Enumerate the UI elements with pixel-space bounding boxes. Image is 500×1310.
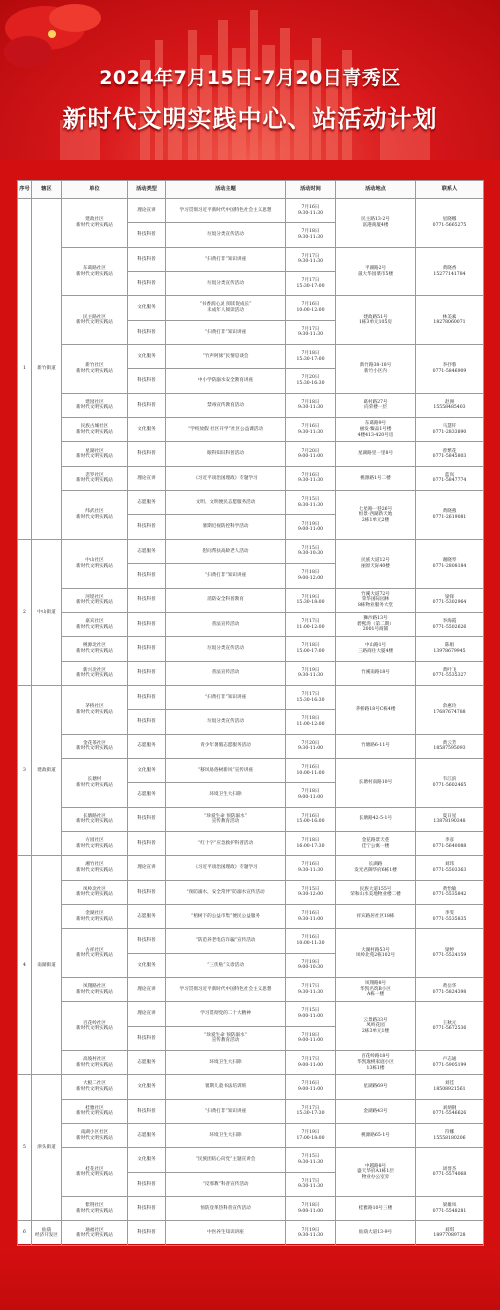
activity-time-cell: 7月17日 9:30-11:30 bbox=[286, 1172, 336, 1196]
activity-theme-cell: 《习近平谈治国理政》专题学习 bbox=[166, 856, 286, 880]
activity-time-cell: 7月18日 9:00-11:00 bbox=[286, 1197, 336, 1221]
table-row bbox=[18, 807, 484, 831]
activity-time-cell: 7月18日 15:30-17:00 bbox=[286, 345, 336, 369]
activity-theme-cell: 消防安全科普教育 bbox=[166, 588, 286, 612]
unit-cell: 嘉宾社区 新时代文明实践站 bbox=[62, 612, 128, 636]
activity-theme-cell: “三伏贴”义诊活动 bbox=[166, 953, 286, 977]
activity-type-cell: 科技科普 bbox=[128, 710, 166, 734]
activity-type-cell: 志愿服务 bbox=[128, 783, 166, 807]
activity-time-cell: 7月15日 9:30-12:00 bbox=[286, 880, 336, 904]
table-header-row bbox=[18, 181, 484, 199]
unit-cell: 中山社区 新时代文明实践站 bbox=[62, 539, 128, 588]
activity-theme-cell: 普法宣传活动 bbox=[166, 661, 286, 685]
table-row bbox=[18, 393, 484, 417]
table-row bbox=[18, 880, 484, 904]
activity-theme-cell: “预防溺水，安全常伴”防溺水宣传活动 bbox=[166, 880, 286, 904]
table-row bbox=[18, 929, 484, 953]
activity-time-cell: 7月16日 9:30-11:30 bbox=[286, 856, 336, 880]
contact-cell: 星晓娜 0771-5665275 bbox=[416, 199, 484, 248]
activity-place-cell: 狮沙路13号 碧熙湾（第二期） 2001号商铺 bbox=[336, 612, 416, 636]
activity-table bbox=[17, 180, 484, 1246]
activity-place-cell: 茅桥路18号C栋4楼 bbox=[336, 685, 416, 734]
unit-cell: 桂花社区 新时代文明实践站 bbox=[62, 1148, 128, 1197]
row-index-cell: 5 bbox=[18, 1075, 32, 1221]
contact-cell: 黄怡敏 0771-5535842 bbox=[416, 880, 484, 904]
activity-type-cell: 科技科普 bbox=[128, 272, 166, 296]
row-index-cell: 6 bbox=[18, 1221, 32, 1245]
activity-time-cell: 7月18日 9:00-12:00 bbox=[286, 564, 336, 588]
column-header: 活动时间 bbox=[286, 181, 336, 199]
table-row bbox=[18, 1197, 484, 1221]
activity-theme-cell: “反邪教”科普宣传活动 bbox=[166, 1172, 286, 1196]
contact-cell: 梁锋 0771-5302964 bbox=[416, 588, 484, 612]
contact-cell: 黄岳华 0771-5824398 bbox=[416, 978, 484, 1002]
activity-place-cell: 桂雅路10号三楼 bbox=[336, 1197, 416, 1221]
contact-cell: 王秋元 0771-5672536 bbox=[416, 1002, 484, 1051]
unit-cell: 建园社区 新时代文明实践站 bbox=[62, 393, 128, 417]
district-cell: 中山街道 bbox=[32, 539, 62, 685]
activity-type-cell: 志愿服务 bbox=[128, 1124, 166, 1148]
activity-type-cell: 科技科普 bbox=[128, 1221, 166, 1245]
contact-cell: 李海霞 0771-5502626 bbox=[416, 612, 484, 636]
activity-theme-cell: 环境卫生大扫除 bbox=[166, 1124, 286, 1148]
footer-band bbox=[0, 1250, 500, 1310]
activity-time-cell: 7月17日 9:30-11:30 bbox=[286, 978, 336, 1002]
activity-time-cell: 7月16日 10:00-11:00 bbox=[286, 758, 336, 782]
table-row bbox=[18, 442, 484, 466]
contact-cell: 谢晓琴 0771-2808184 bbox=[416, 539, 484, 588]
activity-place-cell: 长塘路42-5-1号 bbox=[336, 807, 416, 831]
unit-cell: 民族古城社区 新时代文明实践站 bbox=[62, 418, 128, 442]
activity-place-cell: 竹溪南路18号 bbox=[336, 661, 416, 685]
activity-time-cell: 7月19日 17:00-18:00 bbox=[286, 1124, 336, 1148]
page-title-line1: 2024年7月15日-7月20日青秀区 bbox=[99, 67, 401, 89]
activity-type-cell: 文化服务 bbox=[128, 953, 166, 977]
activity-theme-cell: 垃圾分类宣传活动 bbox=[166, 637, 286, 661]
unit-cell: 星湖社区 新时代文明实践站 bbox=[62, 442, 128, 466]
activity-time-cell: 7月18日 16:00-17:30 bbox=[286, 831, 336, 855]
contact-cell: 符娜 15558180206 bbox=[416, 1124, 484, 1148]
page-title-line2: 新时代文明实践中心、站活动计划 bbox=[62, 105, 438, 133]
activity-type-cell: 文化服务 bbox=[128, 758, 166, 782]
unit-cell: 东葛路社区 新时代文明实践站 bbox=[62, 247, 128, 296]
activity-place-cell: 中越路8号 盛天华府A1栋1层 物业办公室旁 bbox=[336, 1148, 416, 1197]
activity-theme-cell: 学习贯彻党的二十大精神 bbox=[166, 1002, 286, 1026]
activity-theme-cell: 垃圾分类宣传活动 bbox=[166, 223, 286, 247]
district-cell: 新竹街道 bbox=[32, 199, 62, 540]
unit-cell: 凤岭北社区 新时代文明实践站 bbox=[62, 880, 128, 904]
column-header: 活动主题 bbox=[166, 181, 286, 199]
column-header: 单位 bbox=[62, 181, 128, 199]
table-row bbox=[18, 466, 484, 490]
contact-cell: 梁婷 0771-5524159 bbox=[416, 929, 484, 978]
activity-time-cell: 7月16日 15:00-16:00 bbox=[286, 807, 336, 831]
activity-place-cell: 民族大道155号 荣和山水美地物业楼二楼 bbox=[336, 880, 416, 904]
column-header: 序号 bbox=[18, 181, 32, 199]
activity-time-cell: 7月20日 9:30-11:00 bbox=[286, 734, 336, 758]
activity-theme-cell: “防范养老电信诈骗”宣传活动 bbox=[166, 929, 286, 953]
plan-sheet bbox=[17, 180, 483, 1244]
activity-place-cell: 民族大道12号 丽原天际40楼 bbox=[336, 539, 416, 588]
column-header: 辖区 bbox=[32, 181, 62, 199]
activity-type-cell: 科技科普 bbox=[128, 612, 166, 636]
header-banner bbox=[0, 0, 500, 160]
activity-place-cell: 平湖路2号 晟大华园菜市5楼 bbox=[336, 247, 416, 296]
contact-cell: 黄晓燕 0771-2619081 bbox=[416, 491, 484, 540]
unit-cell: 高坡村社区 新时代文明实践站 bbox=[62, 1051, 128, 1075]
activity-time-cell: 7月15日 9:30-10:30 bbox=[286, 539, 336, 563]
activity-time-cell: 7月17日 9:30-11:30 bbox=[286, 247, 336, 271]
unit-cell: 河堤社区 新时代文明实践站 bbox=[62, 588, 128, 612]
activity-type-cell: 科技科普 bbox=[128, 685, 166, 709]
unit-cell: 新竹社区 新时代文明实践站 bbox=[62, 345, 128, 394]
activity-place-cell: 桃源路1号二楼 bbox=[336, 466, 416, 490]
activity-time-cell: 7月17日 9:30-11:30 bbox=[286, 320, 336, 344]
activity-place-cell: 竹溪大道72号 荣华国际园林 8栋物业服务大堂 bbox=[336, 588, 416, 612]
activity-time-cell: 7月19日 9:30-11:30 bbox=[286, 661, 336, 685]
unit-cell: 金花茶社区 新时代文明实践站 bbox=[62, 734, 128, 758]
unit-cell: 悲罗社区 新时代文明实践站 bbox=[62, 466, 128, 490]
activity-time-cell: 7月19日 15:30-18:00 bbox=[286, 588, 336, 612]
activity-type-cell: 文化服务 bbox=[128, 1075, 166, 1099]
contact-cell: 梁雄凤 0771-5548281 bbox=[416, 1197, 484, 1221]
activity-theme-cell: “扫黄打非”知识讲座 bbox=[166, 1099, 286, 1123]
contact-cell: 李雯 0771-5535835 bbox=[416, 904, 484, 928]
activity-place-cell: 建政路51号 1栋3单元105房 bbox=[336, 296, 416, 345]
activity-type-cell: 志愿服务 bbox=[128, 904, 166, 928]
activity-place-cell: 长塘村南路10号 bbox=[336, 758, 416, 807]
table-row bbox=[18, 856, 484, 880]
activity-place-cell: 七星路一巷26号 恒景·西湖新天地 2栋1单元2楼 bbox=[336, 491, 416, 540]
column-header: 联系人 bbox=[416, 181, 484, 199]
table-row bbox=[18, 661, 484, 685]
activity-time-cell: 7月16日 9:30-11:00 bbox=[286, 904, 336, 928]
activity-type-cell: 科技科普 bbox=[128, 1099, 166, 1123]
table-row bbox=[18, 1124, 484, 1148]
contact-cell: 赵洲 15558485403 bbox=[416, 393, 484, 417]
activity-theme-cell: 暑期儿童书法培训班 bbox=[166, 1075, 286, 1099]
activity-place-cell: 大湖村路53号 凤岭北苑2栋102号 bbox=[336, 929, 416, 978]
activity-time-cell: 7月17日 15:30-17:30 bbox=[286, 1099, 336, 1123]
contact-cell: 韦江滨 0771-5602465 bbox=[416, 758, 484, 807]
activity-type-cell: 科技科普 bbox=[128, 807, 166, 831]
table-row bbox=[18, 758, 484, 782]
activity-theme-cell: “移风易俗树新风”宣传讲座 bbox=[166, 758, 286, 782]
table-row bbox=[18, 296, 484, 320]
table-row bbox=[18, 1002, 484, 1026]
activity-place-cell: 星湖路69号 bbox=[336, 1075, 416, 1099]
activity-type-cell: 科技科普 bbox=[128, 442, 166, 466]
activity-theme-cell: “梧树下的公益市集”便民公益服务 bbox=[166, 904, 286, 928]
district-cell: 仙葫 经济开发区 bbox=[32, 1221, 62, 1245]
contact-cell: 闭誉杰 0771-5574068 bbox=[416, 1148, 484, 1197]
row-index-cell: 2 bbox=[18, 539, 32, 685]
activity-theme-cell: 禁毒宣传教育活动 bbox=[166, 393, 286, 417]
contact-cell: 林美素 18278060071 bbox=[416, 296, 484, 345]
activity-theme-cell: 眼科知识科普活动 bbox=[166, 442, 286, 466]
activity-type-cell: 志愿服务 bbox=[128, 539, 166, 563]
unit-cell: 民主路社区 新时代文明实践站 bbox=[62, 296, 128, 345]
activity-type-cell: 理论宣讲 bbox=[128, 1002, 166, 1026]
table-row bbox=[18, 978, 484, 1002]
contact-cell: 李彦 0771-5640088 bbox=[416, 831, 484, 855]
activity-theme-cell: 环境卫生大扫除 bbox=[166, 783, 286, 807]
activity-theme-cell: “珍爱生命 预防溺水” 宣传教育活动 bbox=[166, 807, 286, 831]
activity-place-cell: 桃源路65-1号 bbox=[336, 1124, 416, 1148]
activity-type-cell: 科技科普 bbox=[128, 637, 166, 661]
district-cell: 建政街道 bbox=[32, 685, 62, 855]
activity-place-cell: 凤翔路8号 华凯名筑B小区 A栋一楼 bbox=[336, 978, 416, 1002]
activity-theme-cell: “学校放假 社区开学”社区公益课活动 bbox=[166, 418, 286, 442]
activity-time-cell: 7月19日 9:30-11:30 bbox=[286, 1221, 336, 1245]
column-header: 活动地点 bbox=[336, 181, 416, 199]
row-index-cell: 3 bbox=[18, 685, 32, 855]
table-row bbox=[18, 1099, 484, 1123]
table-row bbox=[18, 539, 484, 563]
activity-time-cell: 7月16日 10:00-11:30 bbox=[286, 929, 336, 953]
unit-cell: 纬武社区 新时代文明实践站 bbox=[62, 491, 128, 540]
activity-theme-cell: 暑期近视防控科学活动 bbox=[166, 515, 286, 539]
contact-cell: 余惠玲 17687674788 bbox=[416, 685, 484, 734]
activity-type-cell: 理论宣讲 bbox=[128, 856, 166, 880]
contact-cell: 李抒蓉 0771-5846909 bbox=[416, 345, 484, 394]
activity-place-cell: 金花路景天巷 佳宁公寓一楼 bbox=[336, 831, 416, 855]
activity-type-cell: 科技科普 bbox=[128, 929, 166, 953]
contact-cell: 曾繁花 0771-5845803 bbox=[416, 442, 484, 466]
unit-cell: 桂雅社区 新时代文明实践站 bbox=[62, 1099, 128, 1123]
contact-cell: 夏日星 13878190348 bbox=[416, 807, 484, 831]
unit-cell: 新兴北社区 新时代文明实践站 bbox=[62, 661, 128, 685]
table-row bbox=[18, 345, 484, 369]
activity-theme-cell: “扫黄打非”知识讲座 bbox=[166, 247, 286, 271]
contact-cell: 刘炳钢 0771-5546626 bbox=[416, 1099, 484, 1123]
activity-type-cell: 科技科普 bbox=[128, 661, 166, 685]
unit-cell: 南湖小区社区 新时代文明实践站 bbox=[62, 1124, 128, 1148]
unit-cell: 凤翔路社区 新时代文明实践站 bbox=[62, 978, 128, 1002]
contact-cell: 陈娟 13978679945 bbox=[416, 637, 484, 661]
activity-type-cell: 文化服务 bbox=[128, 296, 166, 320]
activity-theme-cell: “扫黄打非”知识讲座 bbox=[166, 320, 286, 344]
column-header: 活动类型 bbox=[128, 181, 166, 199]
table-row bbox=[18, 588, 484, 612]
activity-type-cell: 科技科普 bbox=[128, 880, 166, 904]
activity-type-cell: 理论宣讲 bbox=[128, 199, 166, 223]
activity-place-cell: 云景路33号 凤岭花园 2栋3单元1楼 bbox=[336, 1002, 416, 1051]
activity-type-cell: 志愿服务 bbox=[128, 734, 166, 758]
activity-type-cell: 科技科普 bbox=[128, 515, 166, 539]
activity-time-cell: 7月17日 15:30-17:00 bbox=[286, 272, 336, 296]
unit-cell: 茅桥社区 新时代文明实践站 bbox=[62, 685, 128, 734]
unit-cell: 通福社区 新时代文明实践站 bbox=[62, 1221, 128, 1245]
activity-theme-cell: 《习近平谈治国理政》专题学习 bbox=[166, 466, 286, 490]
activity-type-cell: 文化服务 bbox=[128, 1148, 166, 1172]
table-row bbox=[18, 199, 484, 223]
activity-theme-cell: 学习贯彻习近平新时代中国特色社会主义思想 bbox=[166, 978, 286, 1002]
activity-theme-cell: “民族团结心向党”主题宣讲会 bbox=[166, 1148, 286, 1172]
activity-time-cell: 7月18日 9:30-11:30 bbox=[286, 223, 336, 247]
activity-time-cell: 7月18日 9:30-11:30 bbox=[286, 393, 336, 417]
table-row bbox=[18, 685, 484, 709]
contact-cell: 黄晓香 15277141784 bbox=[416, 247, 484, 296]
contact-cell: 刘玮 0771-5503363 bbox=[416, 856, 484, 880]
contact-cell: 蓝岚 0771-5847774 bbox=[416, 466, 484, 490]
activity-time-cell: 7月18日 9:00-11:00 bbox=[286, 783, 336, 807]
activity-theme-cell: 中小学防溺水安全教育讲座 bbox=[166, 369, 286, 393]
table-row bbox=[18, 612, 484, 636]
unit-cell: 长塘村 新时代文明实践站 bbox=[62, 758, 128, 807]
activity-type-cell: 理论宣讲 bbox=[128, 978, 166, 1002]
activity-place-cell: 长湖路 发光君御华府6栋1楼 bbox=[336, 856, 416, 880]
activity-time-cell: 7月16日 9:00-11:00 bbox=[286, 1075, 336, 1099]
activity-type-cell: 科技科普 bbox=[128, 1197, 166, 1221]
activity-time-cell: 7月18日 15:00-17:00 bbox=[286, 637, 336, 661]
unit-cell: 桃源北社区 新时代文明实践站 bbox=[62, 637, 128, 661]
activity-theme-cell: 文明、文明便民志愿服务活动 bbox=[166, 491, 286, 515]
contact-cell: 卢志通 0771-5905199 bbox=[416, 1051, 484, 1075]
activity-time-cell: 7月17日 9:00-11:00 bbox=[286, 1051, 336, 1075]
activity-theme-cell: “扫黄打非”知识讲座 bbox=[166, 564, 286, 588]
table-row bbox=[18, 637, 484, 661]
unit-cell: 古祥社区 新时代文明实践站 bbox=[62, 929, 128, 978]
district-cell: 津头街道 bbox=[32, 1075, 62, 1221]
activity-theme-cell: 青少年暑假志愿服务活动 bbox=[166, 734, 286, 758]
activity-time-cell: 7月19日 9:00-11:00 bbox=[286, 515, 336, 539]
table-row bbox=[18, 734, 484, 758]
activity-time-cell: 7月18日 11:00-12:00 bbox=[286, 710, 336, 734]
activity-time-cell: 7月15日 8:30-11:30 bbox=[286, 491, 336, 515]
table-row bbox=[18, 418, 484, 442]
activity-time-cell: 7月16日 9:30-11:30 bbox=[286, 418, 336, 442]
activity-type-cell: 科技科普 bbox=[128, 1026, 166, 1050]
table-row bbox=[18, 904, 484, 928]
unit-cell: 金湖社区 新时代文明实践站 bbox=[62, 904, 128, 928]
activity-type-cell: 科技科普 bbox=[128, 247, 166, 271]
unit-cell: 大板二社区 新时代文明实践站 bbox=[62, 1075, 128, 1099]
activity-place-cell: 东葛路9号 丽发·臻品1号楼 4楼413-420号房 bbox=[336, 418, 416, 442]
table-row bbox=[18, 491, 484, 515]
activity-time-cell: 7月17日 15:30-16:30 bbox=[286, 685, 336, 709]
activity-place-cell: 仙葫大道13-9号 bbox=[336, 1221, 416, 1245]
activity-theme-cell: “珍爱生命 预防溺水” 宣传教育活动 bbox=[166, 1026, 286, 1050]
activity-time-cell: 7月16日 10:00-12:00 bbox=[286, 296, 336, 320]
activity-time-cell: 7月16日 9:30-11:30 bbox=[286, 466, 336, 490]
unit-cell: 建政社区 新时代文明实践站 bbox=[62, 199, 128, 248]
activity-place-cell: 民主路13-2号 富港商厦4楼 bbox=[336, 199, 416, 248]
table-row bbox=[18, 1051, 484, 1075]
activity-type-cell: 科技科普 bbox=[128, 588, 166, 612]
contact-cell: 刘佳 18508921561 bbox=[416, 1075, 484, 1099]
district-cell: 南湖街道 bbox=[32, 856, 62, 1075]
activity-type-cell: 科技科普 bbox=[128, 564, 166, 588]
table-row bbox=[18, 1148, 484, 1172]
activity-type-cell: 科技科普 bbox=[128, 320, 166, 344]
unit-cell: 长塘路社区 新时代文明实践站 bbox=[62, 807, 128, 831]
table-row bbox=[18, 1221, 484, 1245]
activity-time-cell: 7月18日 9:00-11:00 bbox=[286, 1026, 336, 1050]
table-row bbox=[18, 1075, 484, 1099]
activity-theme-cell: 垃圾分类宣传活动 bbox=[166, 710, 286, 734]
activity-type-cell: 志愿服务 bbox=[128, 491, 166, 515]
activity-theme-cell: 垃圾分类宣传活动 bbox=[166, 272, 286, 296]
contact-cell: 黄云芳 18587595093 bbox=[416, 734, 484, 758]
activity-place-cell: 中山路1号 三路商住大厦4楼 bbox=[336, 637, 416, 661]
activity-type-cell: 科技科普 bbox=[128, 223, 166, 247]
activity-time-cell: 7月15日 9:00-11:00 bbox=[286, 1002, 336, 1026]
activity-type-cell: 志愿服务 bbox=[128, 1051, 166, 1075]
activity-theme-cell: “竹声阿俅”民情恳谈会 bbox=[166, 345, 286, 369]
activity-theme-cell: 中医养生知识讲座 bbox=[166, 1221, 286, 1245]
unit-cell: 湘竹社区 新时代文明实践站 bbox=[62, 856, 128, 880]
activity-place-cell: 祥宾路居社区18栋 bbox=[336, 904, 416, 928]
activity-theme-cell: 普法宣传活动 bbox=[166, 612, 286, 636]
table-row bbox=[18, 247, 484, 271]
activity-place-cell: 百花岭路18号 华凯逸桃家庭小区 13栋1楼 bbox=[336, 1051, 416, 1075]
activity-theme-cell: “书香润心灵 阅读促成长” 未成年人阅读活动 bbox=[166, 296, 286, 320]
activity-theme-cell: 预防登革热科普宣传活动 bbox=[166, 1197, 286, 1221]
activity-time-cell: 7月15日 9:30-11:30 bbox=[286, 1148, 336, 1172]
activity-type-cell: 科技科普 bbox=[128, 393, 166, 417]
activity-type-cell: 文化服务 bbox=[128, 345, 166, 369]
unit-cell: 方园社区 新时代文明实践站 bbox=[62, 831, 128, 855]
activity-time-cell: 7月20日 15:30-16:30 bbox=[286, 369, 336, 393]
activity-time-cell: 7月20日 9:00-11:00 bbox=[286, 442, 336, 466]
contact-cell: 刘琪 18977089728 bbox=[416, 1221, 484, 1245]
activity-theme-cell: “扫黄打非”知识讲座 bbox=[166, 685, 286, 709]
contact-cell: 马慧钎 0771-2833890 bbox=[416, 418, 484, 442]
activity-place-cell: 星湖路里一里8号 bbox=[336, 442, 416, 466]
activity-theme-cell: “红十字”应急救护科普活动 bbox=[166, 831, 286, 855]
activity-theme-cell: 慰问帮扶高龄老人活动 bbox=[166, 539, 286, 563]
activity-place-cell: 竹塘路6-11号 bbox=[336, 734, 416, 758]
activity-theme-cell: 环境卫生大扫除 bbox=[166, 1051, 286, 1075]
table-row bbox=[18, 831, 484, 855]
activity-theme-cell: 学习贯彻习近平新时代中国特色社会主义思想 bbox=[166, 199, 286, 223]
activity-type-cell: 科技科普 bbox=[128, 369, 166, 393]
activity-type-cell: 科技科普 bbox=[128, 1172, 166, 1196]
activity-time-cell: 7月16日 9:30-11:30 bbox=[286, 199, 336, 223]
unit-cell: 百花岭社区 新时代文明实践站 bbox=[62, 1002, 128, 1051]
activity-place-cell: 葛村路27号 向荣楼一层 bbox=[336, 393, 416, 417]
activity-type-cell: 文化服务 bbox=[128, 418, 166, 442]
activity-type-cell: 理论宣讲 bbox=[128, 466, 166, 490]
activity-place-cell: 新竹路38-18号 新竹小区内 bbox=[336, 345, 416, 394]
contact-cell: 黄叶飞 0771-5535327 bbox=[416, 661, 484, 685]
activity-time-cell: 7月17日 11:00-12:00 bbox=[286, 612, 336, 636]
activity-time-cell: 7月19日 9:00-10:30 bbox=[286, 953, 336, 977]
row-index-cell: 1 bbox=[18, 199, 32, 540]
unit-cell: 紫荆社区 新时代文明实践站 bbox=[62, 1197, 128, 1221]
row-index-cell: 4 bbox=[18, 856, 32, 1075]
activity-type-cell: 科技科普 bbox=[128, 831, 166, 855]
activity-place-cell: 金湖路43号 bbox=[336, 1099, 416, 1123]
